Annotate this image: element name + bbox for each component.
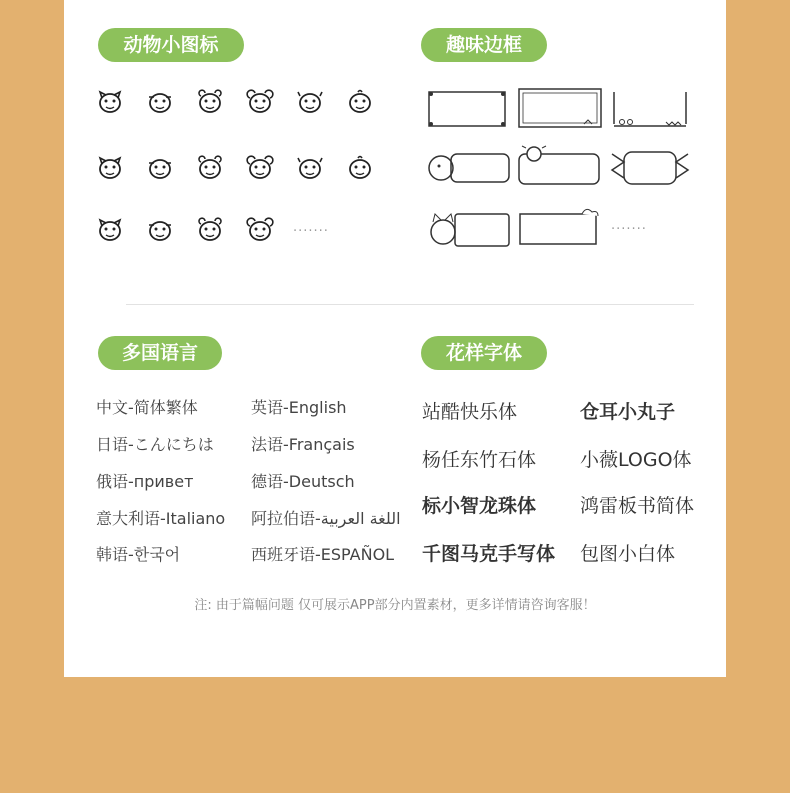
language-russian: 俄语-привет (96, 472, 194, 491)
section-divider (126, 304, 694, 305)
footnote: 注: 由于篇幅问题 仅可展示APP部分内置素材，更多详情请咨询客服！ (194, 598, 596, 613)
tiger-icon (196, 154, 224, 182)
frame-bird (425, 146, 513, 190)
animal-icons-title: 动物小图标 (98, 28, 244, 62)
frame-cat (425, 206, 513, 252)
pig2-icon (346, 154, 374, 182)
frame-ladder (608, 88, 692, 132)
fancy-fonts-title: 花样字体 (421, 336, 547, 370)
mouse-icon (246, 88, 274, 116)
frames-more-dots: ······· (611, 222, 647, 237)
animal-more-dots: ······· (293, 224, 329, 239)
language-korean: 韩语-한국어 (96, 545, 181, 564)
language-japanese: 日语-こんにちは (96, 435, 214, 454)
language-german: 德语-Deutsch (251, 472, 355, 491)
language-spanish: 西班牙语-ESPAÑOL (251, 545, 395, 564)
cow-icon (146, 88, 174, 116)
duck-icon (346, 88, 374, 116)
language-arabic: 阿拉伯语-اللغة العربية (251, 509, 401, 528)
cattle-icon (296, 88, 324, 116)
language-chinese: 中文-简体繁体 (96, 398, 198, 417)
font-xiaowei-logo: 小薇LOGO体 (580, 449, 692, 471)
pig-icon (96, 88, 124, 116)
language-english: 英语-English (251, 398, 347, 417)
fun-frames-title: 趣味边框 (421, 28, 547, 62)
frame-candy (608, 146, 692, 190)
mouse2-icon (96, 216, 124, 244)
tiger2-icon (196, 216, 224, 244)
chick-icon (246, 154, 274, 182)
font-canger-xiaowanzi: 仓耳小丸子 (580, 401, 676, 423)
frame-cloud (516, 206, 602, 252)
font-yangrendong-zhushi: 杨任东竹石体 (422, 449, 537, 471)
monkey-icon (296, 154, 324, 182)
languages-title: 多国语言 (98, 336, 222, 370)
font-zhanku-kuaile: 站酷快乐体 (422, 401, 518, 423)
language-french: 法语-Français (251, 435, 355, 454)
panda-icon (196, 88, 224, 116)
language-italian: 意大利语-Italiano (96, 509, 226, 528)
frame-dotted-corners (425, 88, 509, 130)
cow2-icon (146, 216, 174, 244)
frame-cow (516, 144, 602, 192)
font-baotu-xiaobai: 包图小白体 (580, 543, 676, 565)
font-biaoxiaozhi-longzhu: 标小智龙珠体 (422, 495, 537, 517)
rabbit-icon (246, 216, 274, 244)
frame-double-line (516, 86, 604, 132)
sheep-icon (96, 154, 124, 182)
font-honglei-banshu: 鸿雷板书简体 (580, 495, 695, 517)
lion-icon (146, 154, 174, 182)
font-qiantu-makeshouxie: 千图马克手写体 (422, 543, 556, 565)
